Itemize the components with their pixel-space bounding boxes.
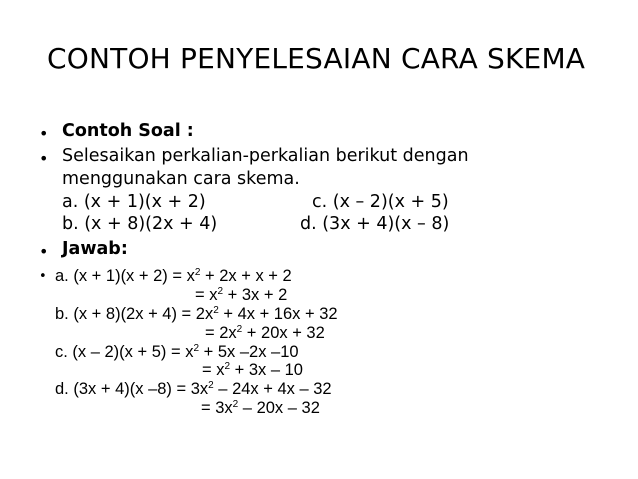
answer-b-line-2: = $2x^2 + 20x + 32$	[205, 324, 325, 342]
bullet-marker: •	[39, 242, 49, 261]
slide-title: CONTOH PENYELESAIAN CARA SKEMA	[47, 42, 586, 75]
instruction-line-1: Selesaikan perkalian-perkalian berikut dengan	[62, 146, 469, 166]
bullet-marker: •	[39, 124, 49, 143]
answer-b-line-1: b. $(x + 8)(2x + 4) = 2x^2 + 4x + 16x + 32$	[55, 305, 338, 323]
bullet-marker: •	[39, 149, 49, 168]
bullet-marker: •	[39, 269, 47, 284]
answer-d-line-2: = $3x^2 - 20x - 32$	[201, 399, 320, 417]
instruction-line-2: menggunakan cara skema.	[62, 169, 300, 189]
answer-a-line-2: = $x^2 + 3x + 2$	[195, 286, 288, 304]
answer-c-line-1: c. $(x - 2)(x + 5) = x^2 + 5x$ –2x –10	[55, 343, 299, 361]
bullet-jawab: Jawab:	[62, 239, 128, 259]
bullet-contoh-soal: Contoh Soal :	[62, 121, 194, 141]
question-b: b. (x + 8)(2x + 4)	[62, 214, 218, 234]
question-d: d. (3x + 4)(x – 8)	[300, 214, 450, 234]
question-a: a. (x + 1)(x + 2)	[62, 192, 206, 212]
answer-c-line-2: = $x^2 + 3x - 10$	[202, 361, 303, 379]
question-c: c. (x – 2)(x + 5)	[312, 192, 449, 212]
answer-a-line-1: a. $(x + 1)(x + 2) = x^2 + 2x + x + 2$	[55, 267, 292, 285]
answer-d-line-1: d. (3x + 4)(x $-8) = 3x^2 - 24x + 4x - 32$	[55, 380, 332, 398]
